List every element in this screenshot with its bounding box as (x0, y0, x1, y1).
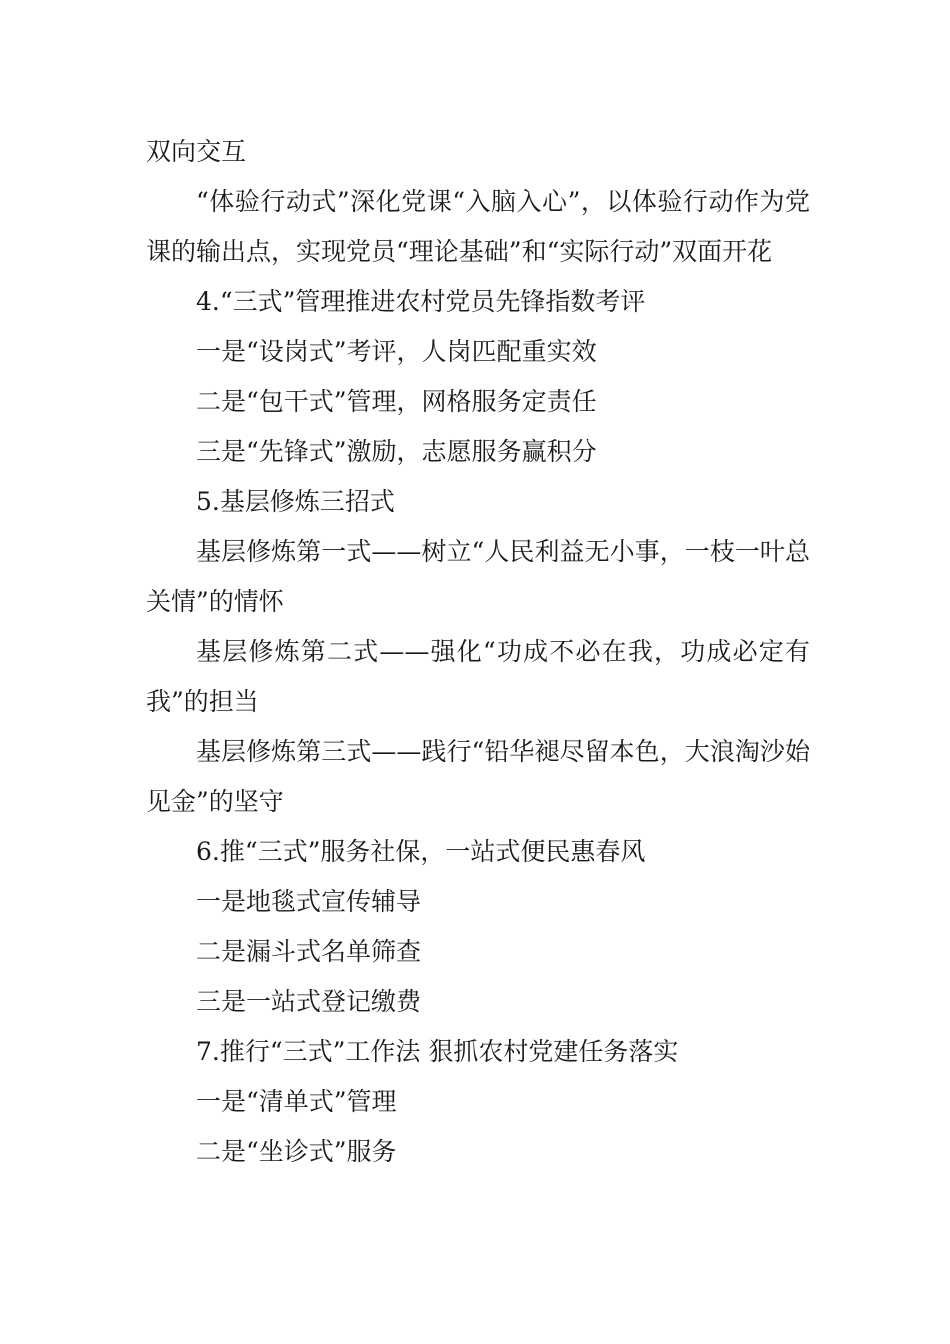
list-item: 二是“包干式”管理，网格服务定责任 (196, 387, 597, 416)
section-heading: 7.推行“三式”工作法 狠抓农村党建任务落实 (196, 1037, 679, 1066)
paragraph-continuation: 双向交互 (146, 137, 247, 166)
list-item: 基层修炼第一式——树立“人民利益无小事，一枝一叶总关情”的情怀 (146, 537, 810, 616)
list-item: 基层修炼第三式——践行“铅华褪尽留本色，大浪淘沙始见金”的坚守 (146, 737, 810, 816)
list-item: 三是“先锋式”激励，志愿服务赢积分 (196, 437, 597, 466)
section-heading: 5.基层修炼三招式 (196, 487, 395, 516)
list-item: 一是地毯式宣传辅导 (196, 887, 422, 916)
document-body (146, 127, 810, 1177)
list-item: 二是漏斗式名单筛查 (196, 937, 422, 966)
list-item: 一是“设岗式”考评，人岗匹配重实效 (196, 337, 597, 366)
list-item: 二是“坐诊式”服务 (196, 1137, 397, 1166)
section-heading: 6.推“三式”服务社保，一站式便民惠春风 (196, 837, 646, 866)
list-item: 一是“清单式”管理 (196, 1087, 397, 1116)
paragraph: “体验行动式”深化党课“入脑入心”，以体验行动作为党课的输出点，实现党员“理论基础”和“实际行动”双面开花 (146, 187, 810, 266)
list-item: 基层修炼第二式——强化“功成不必在我，功成必定有我”的担当 (146, 637, 810, 716)
list-item: 三是一站式登记缴费 (196, 987, 422, 1016)
section-heading: 4.“三式”管理推进农村党员先锋指数考评 (196, 287, 646, 316)
